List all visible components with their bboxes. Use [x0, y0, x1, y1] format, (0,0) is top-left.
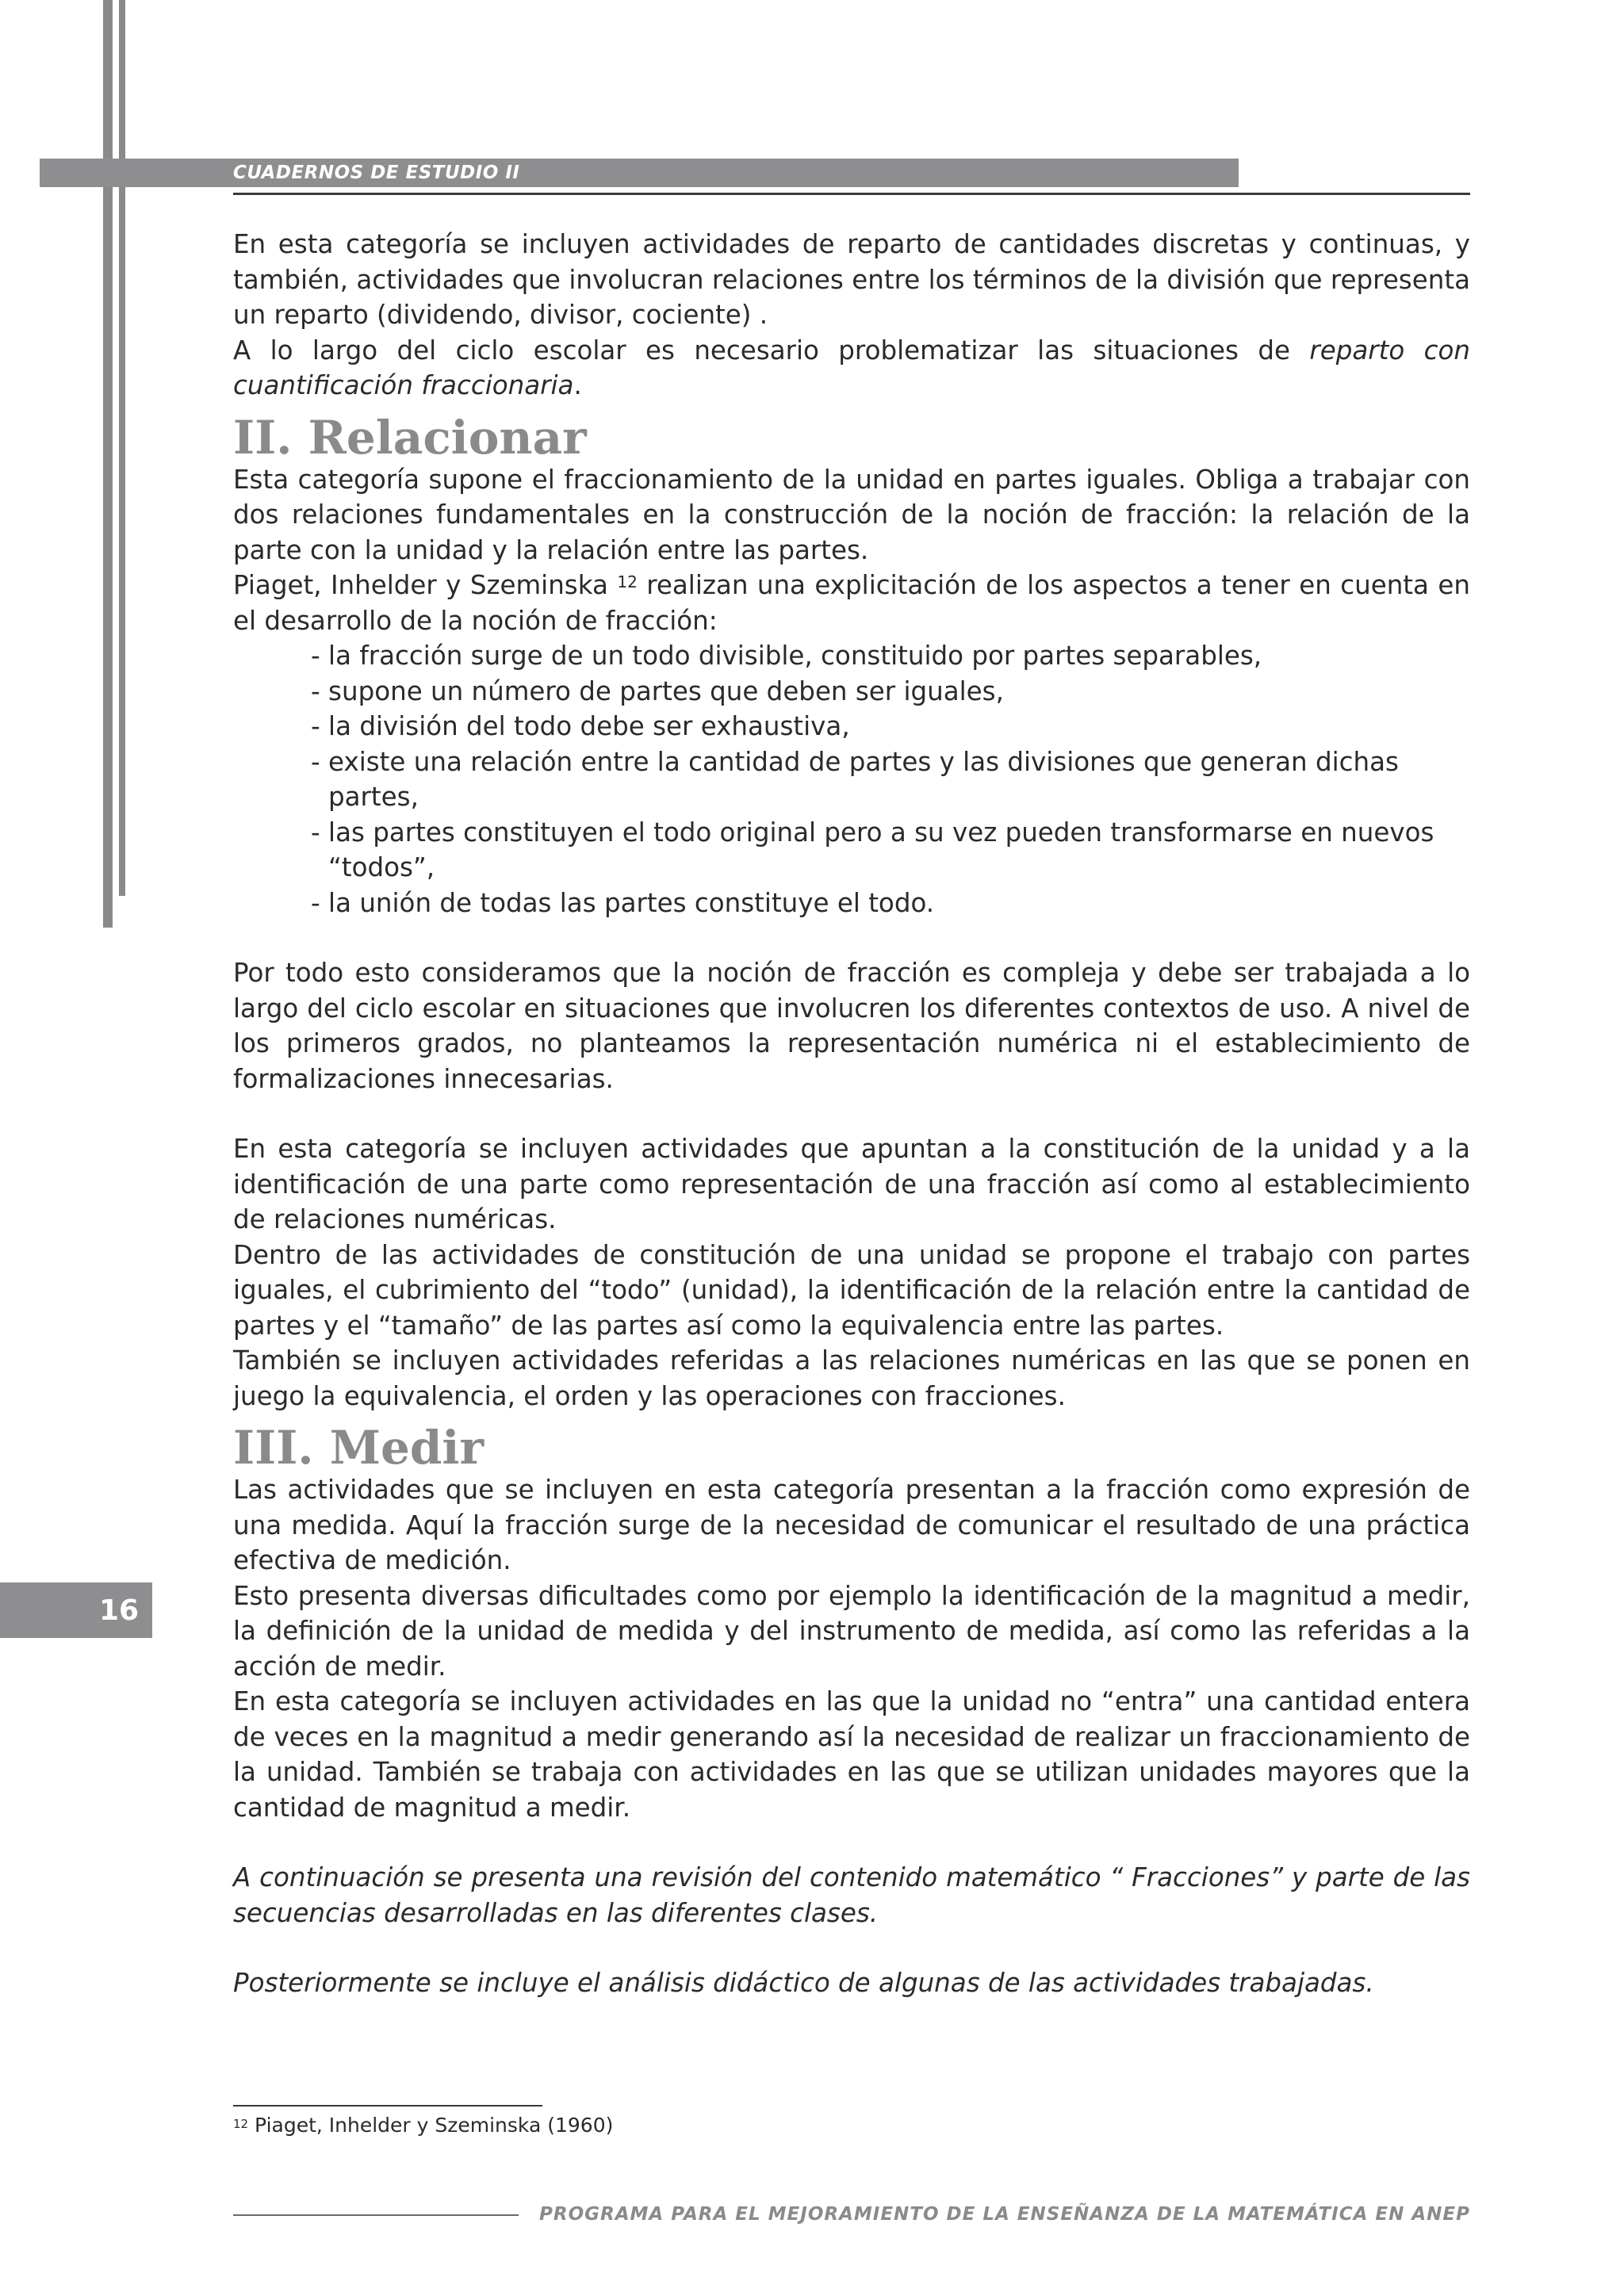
- emphasis-text: reparto con cuantificación fraccionaria: [233, 335, 1471, 400]
- footnote-text: Piaget, Inhelder y Szeminska (1960): [248, 2114, 614, 2137]
- aspects-list: [233, 638, 1470, 920]
- footer-text: PROGRAMA PARA EL MEJORAMIENTO DE LA ENSEÑANZA DE LA MATEMÁTICA EN ANEP: [539, 2204, 1470, 2225]
- list-item: - supone un número de partes que deben ser iguales,: [311, 675, 1004, 706]
- decorative-bar-right: [119, 0, 125, 896]
- text-span: Piaget, Inhelder y Szeminska: [233, 570, 618, 600]
- list-item: - la fracción surge de un todo divisible, constituido por partes separables,: [311, 641, 1262, 671]
- paragraph-italic: Posteriormente se incluye el análisis didáctico de algunas de las actividades trabajadas.: [233, 1968, 1374, 1998]
- footnote-rule: [233, 2105, 542, 2107]
- header-rule: [233, 193, 1470, 195]
- paragraph: También se incluyen actividades referidas a las relaciones numéricas en las que se ponen en juego la equivalencia, el orden y las operaciones con fracciones.: [233, 1345, 1470, 1411]
- text-span: .: [573, 370, 582, 400]
- decorative-bar-left: [103, 0, 113, 928]
- paragraph: Esto presenta diversas dificultades como por ejemplo la identificación de la magnitud a medir, la definición de la unidad de medida y del instrumento de medida, así como las referidas a la acción de medir.: [233, 1580, 1470, 1682]
- section-heading-medir: III. Medir: [233, 1421, 485, 1475]
- paragraph: Dentro de las actividades de constitución de una unidad se propone el trabajo con partes iguales, el cubrimiento del “todo” (unidad), la identificación de la relación entre la cantidad de partes y el “tamaño” de las partes así como la equivalencia entre las partes.: [233, 1239, 1470, 1341]
- paragraph: [233, 568, 1470, 638]
- text-span: A lo largo del ciclo escolar es necesario problematizar las situaciones de: [233, 335, 1310, 365]
- list-item: - la división del todo debe ser exhaustiva,: [311, 711, 850, 741]
- paragraph: En esta categoría se incluyen actividades que apuntan a la constitución de la unidad y a la identificación de una parte como representación de una fracción así como al establecimiento de relaciones numéricas.: [233, 1134, 1470, 1234]
- paragraph: Esta categoría supone el fraccionamiento de la unidad en partes iguales. Obliga a trabajar con dos relaciones fundamentales en la construcción de la noción de fracción: la relación de la parte con la unidad y la relación entre las partes.: [233, 464, 1470, 565]
- paragraph: En esta categoría se incluyen actividades de reparto de cantidades discretas y continuas, y también, actividades que involucran relaciones entre los términos de la división que representa un reparto (dividendo, divisor, cociente) .: [233, 229, 1470, 330]
- footnote-reference: 12: [617, 572, 638, 591]
- page-number: 16: [98, 1594, 140, 1627]
- list-item: - existe una relación entre la cantidad de partes y las divisiones que generan dichas partes,: [311, 746, 1399, 812]
- paragraph-italic: A continuación se presenta una revisión del contenido matemático “ Fracciones” y parte de las secuencias desarrolladas en las diferentes clases.: [233, 1862, 1470, 1928]
- paragraph: En esta categoría se incluyen actividades en las que la unidad no “entra” una cantidad entera de veces en la magnitud a medir generando así la necesidad de realizar un fraccionamiento de la unidad. También se trabaja con actividades en las que se utilizan unidades mayores que la cantidad de magnitud a medir.: [233, 1686, 1470, 1823]
- header-title: CUADERNOS DE ESTUDIO II: [233, 163, 520, 183]
- list-item: - las partes constituyen el todo original pero a su vez pueden transformarse en nuevos “todos”,: [311, 817, 1434, 882]
- paragraph: Por todo esto consideramos que la noción de fracción es compleja y debe ser trabajada a lo largo del ciclo escolar en situaciones que involucren los diferentes contextos de uso. A nivel de los primeros grados, no planteamos la representación numérica ni el establecimiento de formalizaciones innecesarias.: [233, 958, 1470, 1094]
- header-band: [40, 159, 1239, 187]
- footer-rule: [233, 2214, 519, 2216]
- section-heading-relacionar: II. Relacionar: [233, 410, 587, 465]
- text-span: realizan una explicitación de los aspectos a tener en cuenta en el desarrollo de la noción de fracción:: [233, 570, 1470, 636]
- footnote-number: 12: [233, 2117, 249, 2131]
- paragraph: [233, 333, 1470, 404]
- footnote: [233, 2112, 613, 2139]
- list-item: - la unión de todas las partes constituye el todo.: [311, 887, 935, 918]
- main-content: [233, 227, 1470, 2001]
- paragraph: Las actividades que se incluyen en esta categoría presentan a la fracción como expresión de una medida. Aquí la fracción surge de la necesidad de comunicar el resultado de una práctica efectiva de medición.: [233, 1475, 1470, 1575]
